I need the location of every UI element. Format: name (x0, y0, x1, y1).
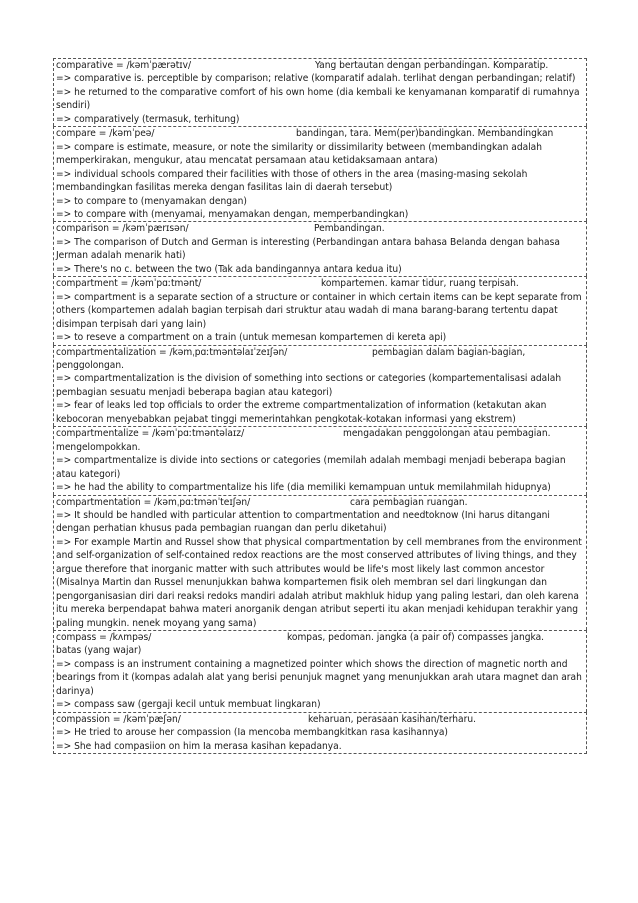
entry-line: => he returned to the comparative comfort of his own home (dia kembali ke kenyamanan komparatif di rumahnya sendiri) (56, 86, 580, 112)
dictionary-entry (53, 630, 587, 712)
entry-line: => The comparison of Dutch and German is interesting (Perbandingan antara bahasa Belanda dengan bahasa Jerman adalah menarik hati) (56, 236, 560, 262)
dictionary-entry (53, 126, 587, 221)
entry-line: => For example Martin and Russel show that physical compartmentation by cell membranes from the environment and self-organization of self-contained redox reactions are the most conserved attributes of living things, and they argue therefore that inorganic matter with such attributes would be life's most likely last common ancestor (Misalnya Martin dan Russel menunjukkan bahwa kompartemen fisik oleh membran sel dari lingkungan dan pengorganisasian diri dari reaksi redoks mandiri adalah atribut makhluk hidup yang paling lestari, dan oleh karena itu mereka berpendapat bahwa materi anorganik dengan atribut seperti itu akan menjadi kehidupan terakhir yang paling mungkin. nenek moyang yang sama) (56, 536, 582, 629)
entry-meaning: keharuan, perasaan kasihan/terharu. (308, 713, 476, 725)
entry-headword: compartmentalize = /kəmˈpɑːtməntəlaɪz/ (56, 428, 245, 440)
dictionary-entry (53, 58, 587, 126)
entry-line: penggolongan. (56, 359, 125, 371)
entry-headword: comparative = /kəmˈpærətɪv/ (56, 60, 192, 71)
entry-headline (56, 496, 584, 509)
entry-line: => comparatively (termasuk, terhitung) (56, 113, 240, 125)
dictionary-entry (53, 276, 587, 344)
entry-headword: comparison = /kəmˈpærɪsən/ (56, 223, 189, 235)
entry-line: => he had the ability to compartmentalize his life (dia memiliki kemampuan untuk memilahmilah hidupnya) (56, 482, 551, 494)
entry-line: => She had compasiion on him Ia merasa kasihan kepadanya. (56, 740, 342, 752)
entry-line: => compass is an instrument containing a magnetized pointer which shows the direction of magnetic north and bearings from it (kompas adalah alat yang berisi penunjuk magnet yang menunjukkan arah utara magnet dan arah darinya) (56, 658, 582, 697)
entry-headline (56, 127, 584, 140)
entry-line: => compartment is a separate section of a structure or container in which certain items can be kept separate from others (kompartemen adalah bagian terpisah dari struktur atau wadah di mana barang-barang tertentu dapat disimpan terpisah dari yang lain) (56, 291, 582, 330)
dictionary-entry (53, 495, 587, 631)
entry-line: => to compare with (menyamai, menyamakan dengan, memperbandingkan) (56, 208, 409, 220)
entry-line: batas (yang wajar) (56, 645, 142, 657)
entry-headword: compare = /kəmˈpeə/ (56, 128, 155, 140)
entry-line: => individual schools compared their facilities with those of others in the area (masing-masing sekolah membandingkan fasilitas mereka dengan fasilitas lain di daerah tersebut) (56, 168, 528, 194)
dictionary-page (53, 58, 587, 754)
dictionary-entry (53, 345, 587, 427)
entry-meaning: Pembandingan. (314, 223, 385, 235)
entry-meaning: Yang bertautan dengan perbandingan. Komparatip. (315, 60, 549, 71)
entry-headline (56, 631, 584, 644)
entry-headline (56, 427, 584, 440)
entry-line: => compartmentalization is the division of something into sections or categories (kompartementalisasi adalah pembagian sesuatu menjadi beberapa bagian atau kategori) (56, 373, 562, 398)
entry-line: => comparative is. perceptible by comparison; relative (komparatif adalah. terlihat dengan perbandingan; relatif) (56, 73, 576, 85)
entry-line: => to reseve a compartment on a train (untuk memesan kompartemen di kereta api) (56, 332, 447, 344)
entry-headword: compartmentation = /kəmˌpɑːtmənˈteɪʃən/ (56, 496, 251, 508)
entry-headword: compassion = /kəmˈpæʃən/ (56, 713, 181, 725)
entry-line: => to compare to (menyamakan dengan) (56, 195, 247, 207)
dictionary-entry (53, 221, 587, 276)
entry-line: => compartmentalize is divide into sections or categories (memilah adalah membagi menjadi beberapa bagian atau kategori) (56, 455, 566, 480)
entry-headline (56, 59, 584, 72)
entry-meaning: cara pembagian ruangan. (350, 496, 468, 508)
entry-headline (56, 277, 584, 290)
entry-line: => There's no c. between the two (Tak ada bandingannya antara kedua itu) (56, 263, 402, 275)
entry-meaning: kompas, pedoman. jangka (a pair of) compasses jangka. (287, 632, 545, 644)
entry-meaning: kompartemen. kamar tidur, ruang terpisah. (321, 278, 519, 290)
entry-headline (56, 346, 584, 359)
entry-line: => It should be handled with particular attention to compartmentation and needtoknow (Ini harus ditangani dengan perhatian khusus pada pembagian ruangan dan perlu diketahui) (56, 509, 550, 535)
entry-headword: compartment = /kəmˈpɑːtmənt/ (56, 278, 202, 290)
entry-meaning: mengadakan penggolongan atau pembagian. (343, 428, 551, 440)
entry-meaning: bandingan, tara. Mem(per)bandingkan. Membandingkan (296, 128, 554, 140)
dictionary-entry (53, 426, 587, 494)
entry-headline (56, 222, 584, 235)
entry-line: => compare is estimate, measure, or note the similarity or dissimilarity between (membandingkan adalah memperkirakan, mengukur, atau mencatat persamaan atau ketidaksamaan antara) (56, 141, 542, 167)
dictionary-entry (53, 712, 587, 754)
entry-line: => fear of leaks led top officials to order the extreme compartmentalization of information (ketakutan akan kebocoran menyebabkan pejabat tinggi memerintahkan pengkotak-kotakan informasi yang ekstrem) (56, 400, 547, 425)
entry-line: => He tried to arouse her compassion (Ia mencoba membangkitkan rasa kasihannya) (56, 727, 448, 739)
entry-headline (56, 713, 584, 726)
entry-line: => compass saw (gergaji kecil untuk membuat lingkaran) (56, 699, 321, 711)
entry-line: mengelompokkan. (56, 441, 141, 453)
entry-headword: compass = /kʌmpəs/ (56, 632, 152, 644)
entry-headword: compartmentalization = /kəmˌpɑːtməntəlaɪˈzeɪʃən/ (56, 346, 288, 358)
entry-meaning: pembagian dalam bagian-bagian, (372, 346, 526, 358)
